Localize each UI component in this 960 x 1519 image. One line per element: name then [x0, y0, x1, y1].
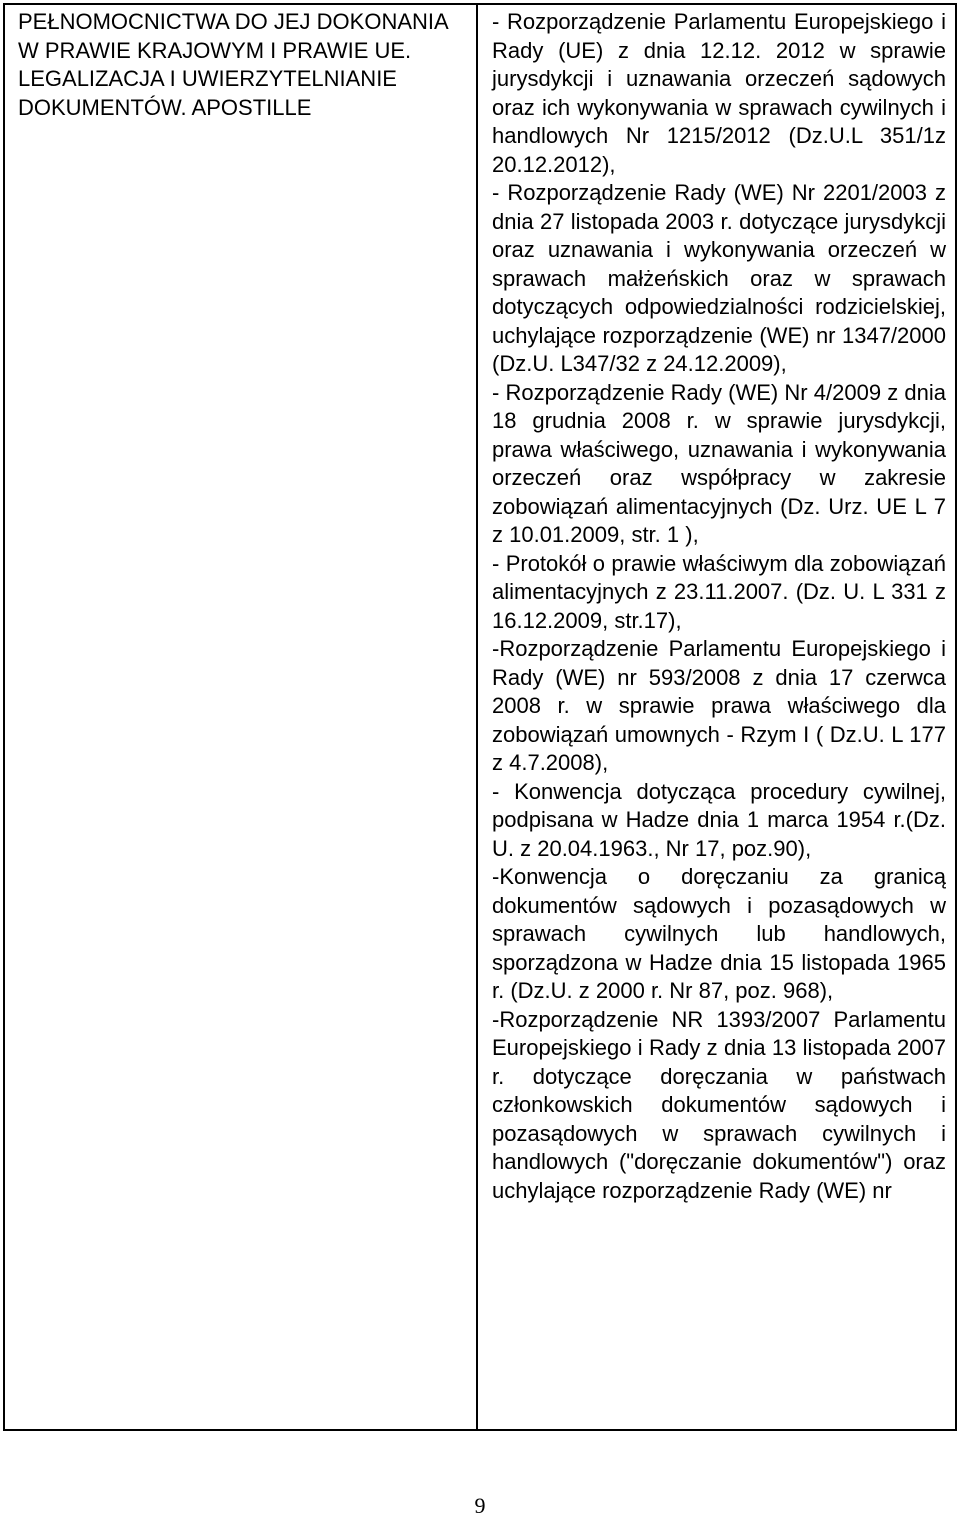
- section-heading: PEŁNOMOCNICTWA DO JEJ DOKONANIA W PRAWIE KRAJOWYM I PRAWIE UE. LEGALIZACJA I UWIERZYTELNIANIE DOKUMENTÓW. APOSTILLE: [18, 9, 448, 120]
- legal-act-item: - Konwencja dotycząca procedury cywilnej, podpisana w Hadze dnia 1 marca 1954 r.(Dz. U. z 20.04.1963., Nr 17, poz.90),: [492, 778, 946, 861]
- topic-column: [5, 5, 478, 1429]
- legal-act-item: -Rozporządzenie Parlamentu Europejskiego i Rady (WE) nr 593/2008 z dnia 17 czerwca 2008 r. w sprawie prawa właściwego dla zobowiązań umownych - Rzym I ( Dz.U. L 177 z 4.7.2008),: [492, 636, 946, 775]
- legal-act-item: -Konwencja o doręczaniu za granicą dokumentów sądowych i pozasądowych w sprawach cywilnych lub handlowych, sporządzona w Hadze dnia 15 listopada 1965 r. (Dz.U. z 2000 r. Nr 87, poz. 968),: [492, 864, 946, 1003]
- legal-act-item: - Rozporządzenie Parlamentu Europejskiego i Rady (UE) z dnia 12.12. 2012 w sprawie jurysdykcji i uznawania orzeczeń sądowych oraz ich wykonywania w sprawach cywilnych i handlowych Nr 1215/2012 (Dz.U.L 351/1z 20.12.2012),: [492, 9, 946, 177]
- legal-act-item: - Rozporządzenie Rady (WE) Nr 2201/2003 z dnia 27 listopada 2003 r. dotyczące jurysdykcji oraz uznawania i wykonywania orzeczeń w sprawach małżeńskich oraz w sprawach dotyczących odpowiedzialności rodzicielskiej, uchylające rozporządzenie (WE) nr 1347/2000 (Dz.U. L347/32 z 24.12.2009),: [492, 180, 946, 376]
- legal-act-item: - Rozporządzenie Rady (WE) Nr 4/2009 z dnia 18 grudnia 2008 r. w sprawie jurysdykcji, prawa właściwego, uznawania i wykonywania orzeczeń oraz współpracy w zakresie zobowiązań alimentacyjnych (Dz. Urz. UE L 7 z 10.01.2009, str. 1 ),: [492, 379, 946, 547]
- legal-act-item: - Protokół o prawie właściwym dla zobowiązań alimentacyjnych z 23.11.2007. (Dz. U. L 331 z 16.12.2009, str.17),: [492, 550, 946, 633]
- legal-act-item: -Rozporządzenie NR 1393/2007 Parlamentu Europejskiego i Rady z dnia 13 listopada 2007 r. dotyczące doręczania w państwach członkowskich dokumentów sądowych i pozasądowych w sprawach cywilnych i handlowych ("doręczanie dokumentów") oraz uchylające rozporządzenie Rady (WE) nr: [492, 1006, 946, 1203]
- document-table: [3, 3, 957, 1431]
- legal-basis-column: [478, 5, 955, 1429]
- page-number: 9: [474, 1493, 486, 1518]
